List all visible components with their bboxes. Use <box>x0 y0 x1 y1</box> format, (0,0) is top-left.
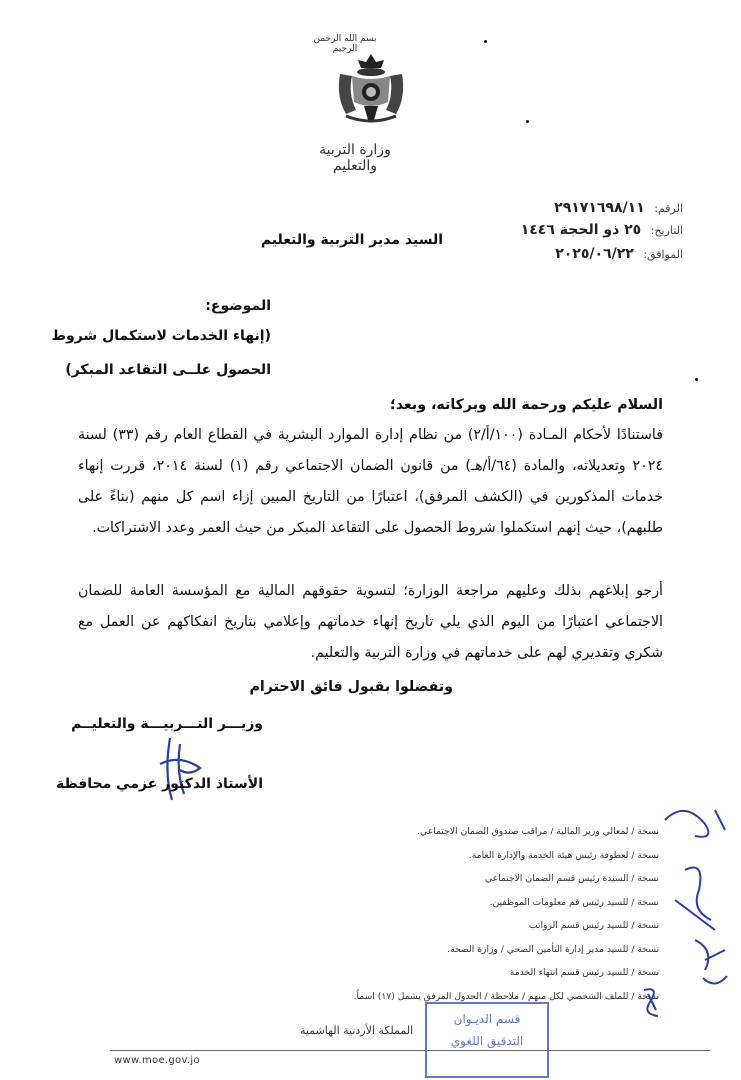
subject-line-2: الحصول علــى التقاعد المبكر) <box>65 362 271 378</box>
reference-number-value: ٢٩١٧١٦٩٨/١١ <box>554 200 645 216</box>
signature-icon <box>150 734 210 804</box>
basmala-header: بسم الله الرحمن الرحيم <box>313 34 377 54</box>
scan-speck <box>484 40 487 43</box>
scan-speck <box>695 378 698 381</box>
copy-item: نسخة / لمعالي وزير المالية / مراقب صندوق الضمان الاجتماعي. <box>417 826 659 837</box>
recipient: السيد مدير التربية والتعليم <box>260 232 443 248</box>
reference-number-label: الرقم: <box>654 202 683 215</box>
subject-label: الموضوع: <box>205 298 271 314</box>
footer-kingdom-name: المملكة الأردنية الهاشمية <box>300 1024 414 1037</box>
handwritten-annotations-icon <box>655 800 735 1000</box>
footer-website: www.moe.gov.jo <box>114 1055 200 1066</box>
hijri-date <box>521 222 683 238</box>
ministry-name-calligraphy: وزارة التربية والتعليم <box>319 142 391 174</box>
copy-item: نسخة / للسيد رئيس قم معلومات الموظفين. <box>489 896 659 908</box>
stamp-line-2: التدقيق اللغوي <box>450 1034 524 1048</box>
gregorian-date <box>555 246 683 262</box>
gregorian-date-value: ٢٠٢٥/٠٦/٢٢ <box>555 246 634 262</box>
gregorian-date-label: الموافق: <box>643 248 683 261</box>
hijri-date-label: التاريخ: <box>650 224 683 237</box>
closing-line: وتفضلوا بقبول فائق الاحترام <box>249 679 453 695</box>
body-paragraph-2: أرجو إبلاغهم بذلك وعليهم مراجعة الوزارة؛ لتسوية حقوقهم المالية مع المؤسسة العامة للضمان الاجتماعي اعتبارًا من اليوم الذي يلي تاريخ إنهاء خدماتهم وإعلامي بتاريخ انفكاكهم عن العمل مع شكري وتقديري لهم على خدماتهم في وزارة التربية والتعليم. <box>78 583 663 661</box>
hijri-date-value: ٢٥ ذو الحجة ١٤٤٦ <box>520 222 642 238</box>
stamp-line-1: قسم الديـوان <box>453 1012 521 1026</box>
scan-speck <box>526 120 529 123</box>
body-paragraph-1: فاستنادًا لأحكام المـادة (١٠٠/أ/٢) من نظام إدارة الموارد البشرية في القطاع العام رقم (٣٣) لسنة ٢٠٢٤ وتعديلاته، والمادة (٦٤/أ/هـ) من قانون الضمان الاجتماعي رقم (١) لسنة ٢٠١٤، قررت إنهاء خدمات المذكورين في (الكشف المرفق)، اعتبارًا من التاريخ المبين إزاء اسم كل منهم (بناءً على طلبهم)، حيث إنهم استكملوا شروط الحصول على التقاعد المبكر من حيث العمر وعدد الاشتراكات. <box>78 427 664 536</box>
reference-number <box>554 200 683 216</box>
jordan-coat-of-arms-icon <box>326 52 416 124</box>
footer-divider <box>110 1050 710 1051</box>
copy-item: نسخة / السيدة رئيس قسم الضمان الاجتماعي <box>484 873 659 884</box>
copy-item: نسخة / للسيد رئيس قسم الرواتب <box>528 920 659 931</box>
copy-item: نسخة / للسيد رئيس قسم انتهاء الخدمة <box>509 967 659 978</box>
copy-item: نسخة / للسيد مدير إدارة التأمين الصحي / وزارة الصحة. <box>447 943 659 955</box>
greeting: السلام عليكم ورحمة الله وبركاته، وبعد؛ <box>390 397 663 413</box>
signatory-name: الأستاذ الدكتور عزمي محافظة <box>55 776 263 792</box>
copy-item: نسخة / للملف الشخصي لكل منهم / ملاحظة / الجدول المرفق يشمل (١٧) اسماً. <box>353 990 659 1002</box>
initials-mark-icon <box>636 984 666 1020</box>
office-stamp <box>425 1002 549 1078</box>
copies-list <box>354 826 659 1014</box>
signatory-title: وزيـــر التـــربيـــة والتعليــم <box>71 716 263 732</box>
copy-item: نسخة / لعطوفة رئيس هيئة الخدمة والإدارة العامة. <box>468 849 659 861</box>
subject-line-1: (إنهاء الخدمات لاستكمال شروط <box>51 328 271 344</box>
